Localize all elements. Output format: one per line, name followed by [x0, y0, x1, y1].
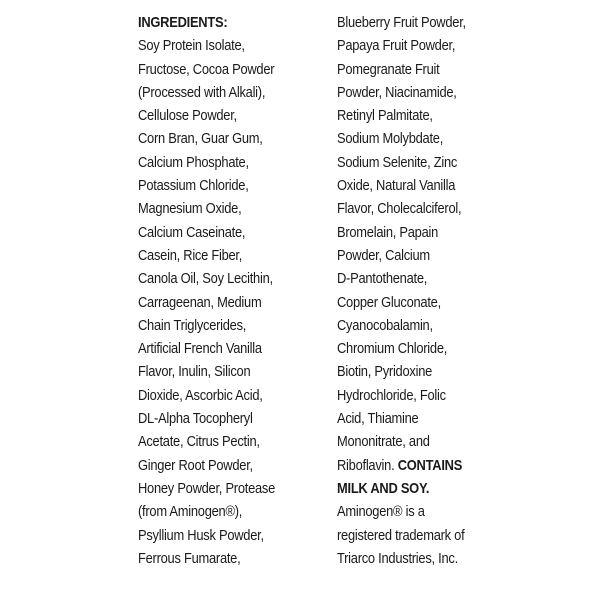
ingredient-line: Flavor, Inulin, Silicon	[138, 363, 251, 381]
ingredients-heading: INGREDIENTS:	[138, 14, 228, 31]
ingredient-line: Mononitrate, and	[337, 433, 430, 451]
ingredient-line: Powder, Niacinamide,	[337, 83, 457, 101]
ingredient-line: Retinyl Palmitate,	[337, 107, 433, 125]
ingredient-line: Psyllium Husk Powder,	[138, 526, 264, 544]
ingredient-line: Potassium Chloride,	[138, 177, 249, 195]
ingredient-line: Cyanocobalamin,	[337, 316, 433, 334]
ingredient-line: Acetate, Citrus Pectin,	[138, 433, 260, 451]
trademark-line: Aminogen® is a	[337, 503, 425, 521]
ingredient-line: Powder, Calcium	[337, 246, 430, 264]
ingredient-line: Bromelain, Papain	[337, 223, 439, 241]
ingredient-line: Oxide, Natural Vanilla	[337, 177, 456, 195]
ingredient-line: Calcium Phosphate,	[138, 153, 249, 171]
ingredient-line: Dioxide, Ascorbic Acid,	[138, 386, 263, 404]
ingredient-line: Hydrochloride, Folic	[337, 386, 446, 404]
ingredient-line: Chain Triglycerides,	[138, 316, 247, 334]
ingredient-line: Soy Protein Isolate,	[138, 37, 245, 55]
ingredient-line: DL-Alpha Tocopheryl	[138, 410, 253, 428]
ingredient-line: Sodium Molybdate,	[337, 130, 444, 148]
ingredient-line: Ginger Root Powder,	[138, 456, 253, 474]
trademark-line: registered trademark of	[337, 526, 465, 544]
ingredient-line: Calcium Caseinate,	[138, 223, 246, 241]
ingredient-line: Chromium Chloride,	[337, 340, 448, 358]
ingredient-line: Carrageenan, Medium	[138, 293, 262, 311]
ingredient-line: Honey Powder, Protease	[138, 479, 276, 497]
ingredient-line: Ferrous Fumarate,	[138, 549, 241, 567]
ingredient-line: Pomegranate Fruit	[337, 60, 440, 78]
ingredients-left-column	[138, 11, 338, 570]
riboflavin-text: Riboflavin.	[337, 456, 398, 474]
ingredient-line: Blueberry Fruit Powder,	[337, 14, 466, 31]
ingredient-line: Biotin, Pyridoxine	[337, 363, 433, 381]
ingredient-line: Flavor, Cholecalciferol,	[337, 200, 462, 218]
ingredient-line: Acid, Thiamine	[337, 410, 419, 428]
ingredient-line: Artificial French Vanilla	[138, 340, 262, 358]
ingredient-line: (Processed with Alkali),	[138, 83, 266, 101]
trademark-line: Triarco Industries, Inc.	[337, 549, 458, 567]
ingredient-line: Corn Bran, Guar Gum,	[138, 130, 263, 148]
ingredient-line: Cellulose Powder,	[138, 107, 237, 125]
closing-ingredient-line	[337, 454, 518, 477]
ingredient-line: Copper Gluconate,	[337, 293, 441, 311]
contains-warning: CONTAINS	[397, 456, 463, 474]
ingredients-right-column	[337, 11, 547, 570]
allergen-statement: MILK AND SOY.	[337, 479, 430, 497]
ingredient-line: Magnesium Oxide,	[138, 200, 242, 218]
ingredient-line: (from Aminogen®),	[138, 503, 243, 521]
ingredient-line: Fructose, Cocoa Powder	[138, 60, 275, 78]
ingredient-line: Sodium Selenite, Zinc	[337, 153, 458, 171]
ingredient-line: Casein, Rice Fiber,	[138, 246, 243, 264]
ingredient-line: Papaya Fruit Powder,	[337, 37, 456, 55]
ingredient-line: D-Pantothenate,	[337, 270, 428, 288]
ingredient-line: Canola Oil, Soy Lecithin,	[138, 270, 273, 288]
